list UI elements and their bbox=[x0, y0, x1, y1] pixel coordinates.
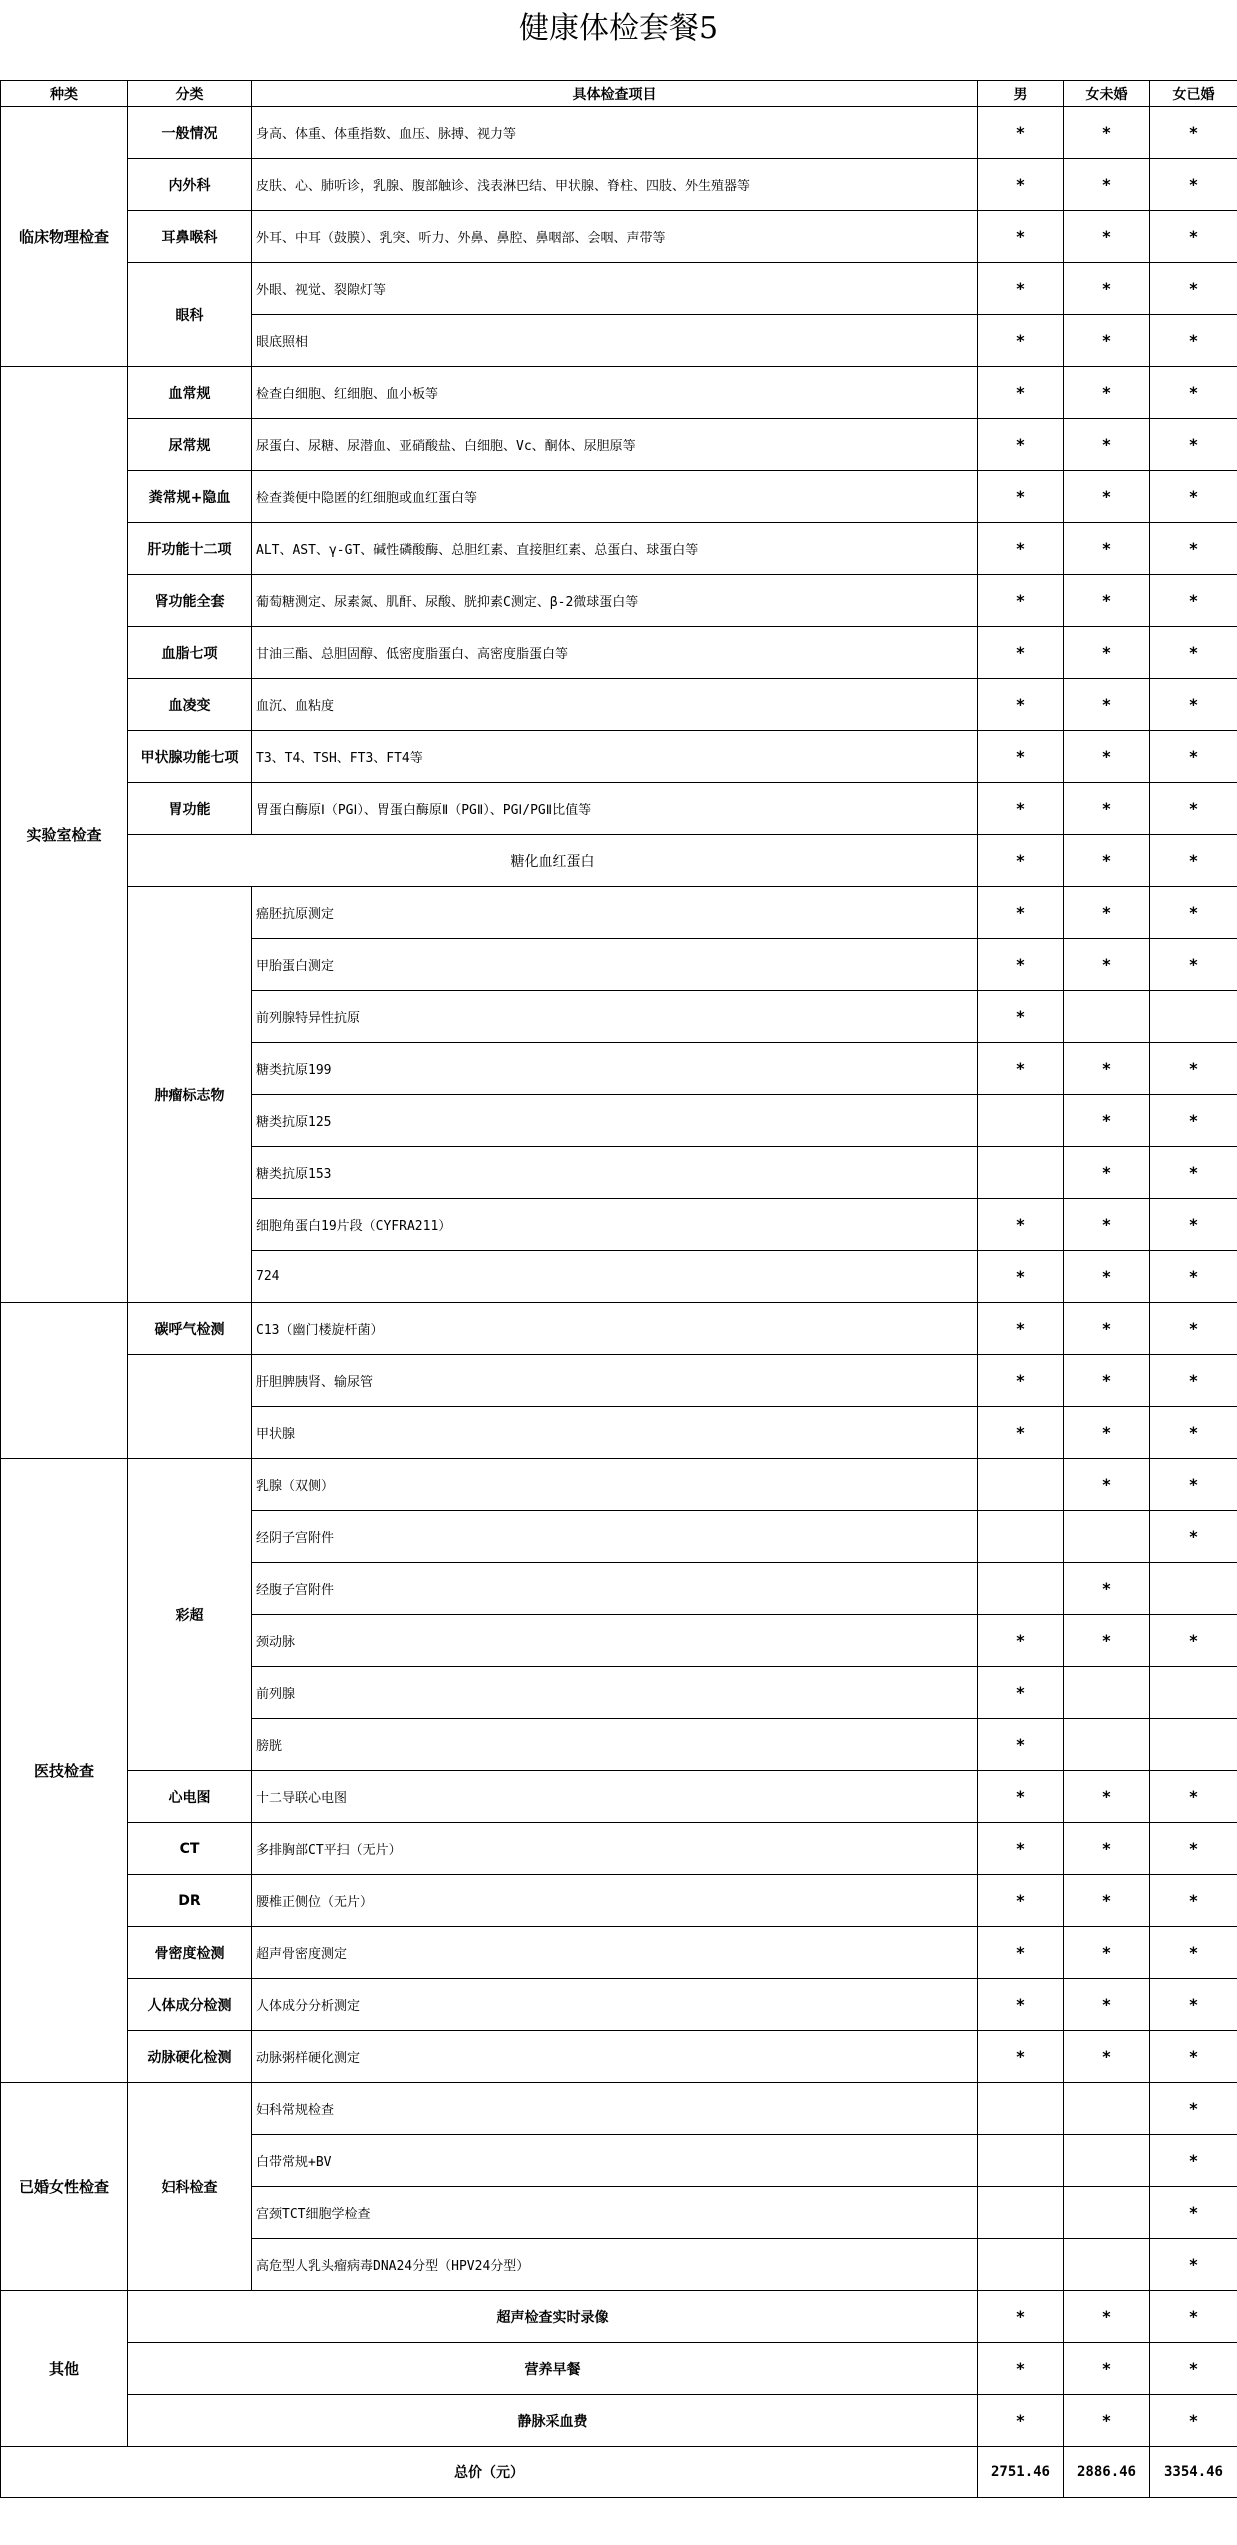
subcategory-cell: 肾功能全套 bbox=[128, 575, 252, 627]
table-row bbox=[1, 835, 1237, 887]
mark-female-married: * bbox=[1150, 1875, 1237, 1927]
table-row bbox=[1, 419, 1237, 471]
mark-male: * bbox=[978, 887, 1064, 939]
mark-female-unmarried: * bbox=[1064, 263, 1150, 315]
mark-female-married: * bbox=[1150, 2135, 1237, 2187]
item-cell: 甲胎蛋白测定 bbox=[252, 939, 978, 991]
subcategory-cell: 血脂七项 bbox=[128, 627, 252, 679]
mark-female-unmarried: * bbox=[1064, 2343, 1150, 2395]
mark-male bbox=[978, 2239, 1064, 2291]
table-row bbox=[1, 367, 1237, 419]
checkup-table bbox=[0, 80, 1237, 2498]
table-row bbox=[1, 1875, 1237, 1927]
subcategory-cell: 粪常规+隐血 bbox=[128, 471, 252, 523]
subcategory-cell: 人体成分检测 bbox=[128, 1979, 252, 2031]
item-cell: 膀胱 bbox=[252, 1719, 978, 1771]
subcategory-cell: 骨密度检测 bbox=[128, 1927, 252, 1979]
header-male: 男 bbox=[978, 81, 1064, 107]
price-female-married: 3354.46 bbox=[1150, 2447, 1237, 2498]
table-row bbox=[1, 887, 1237, 939]
mark-female-married: * bbox=[1150, 1459, 1237, 1511]
mark-female-married: * bbox=[1150, 159, 1237, 211]
mark-male: * bbox=[978, 1407, 1064, 1459]
table-row bbox=[1, 1355, 1237, 1407]
item-cell: 人体成分分析测定 bbox=[252, 1979, 978, 2031]
header-items: 具体检查项目 bbox=[252, 81, 978, 107]
mark-female-unmarried: * bbox=[1064, 1303, 1150, 1355]
mark-male: * bbox=[978, 523, 1064, 575]
table-row bbox=[1, 1927, 1237, 1979]
mark-female-unmarried bbox=[1064, 1719, 1150, 1771]
item-cell: 甘油三酯、总胆固醇、低密度脂蛋白、高密度脂蛋白等 bbox=[252, 627, 978, 679]
table-row bbox=[1, 1771, 1237, 1823]
mark-female-married: * bbox=[1150, 367, 1237, 419]
mark-female-married: * bbox=[1150, 523, 1237, 575]
table-row bbox=[1, 263, 1237, 315]
mark-female-unmarried: * bbox=[1064, 1043, 1150, 1095]
merged-item-cell: 超声检查实时录像 bbox=[128, 2291, 978, 2343]
mark-female-married: * bbox=[1150, 1771, 1237, 1823]
item-cell: 前列腺特异性抗原 bbox=[252, 991, 978, 1043]
header-row bbox=[1, 81, 1237, 107]
mark-female-unmarried: * bbox=[1064, 2291, 1150, 2343]
subcategory-cell: 彩超 bbox=[128, 1459, 252, 1771]
mark-male: * bbox=[978, 1303, 1064, 1355]
mark-female-unmarried: * bbox=[1064, 367, 1150, 419]
item-cell: 宫颈TCT细胞学检查 bbox=[252, 2187, 978, 2239]
mark-female-married: * bbox=[1150, 2395, 1237, 2447]
item-cell: 皮肤、心、肺听诊，乳腺、腹部触诊、浅表淋巴结、甲状腺、脊柱、四肢、外生殖器等 bbox=[252, 159, 978, 211]
table-row bbox=[1, 211, 1237, 263]
category-cell bbox=[1, 1303, 128, 1459]
mark-male bbox=[978, 2187, 1064, 2239]
item-cell: T3、T4、TSH、FT3、FT4等 bbox=[252, 731, 978, 783]
subcategory-cell: 甲状腺功能七项 bbox=[128, 731, 252, 783]
mark-male bbox=[978, 2135, 1064, 2187]
mark-female-married bbox=[1150, 1563, 1237, 1615]
mark-female-married: * bbox=[1150, 1927, 1237, 1979]
subcategory-cell: 血常规 bbox=[128, 367, 252, 419]
mark-female-unmarried: * bbox=[1064, 2031, 1150, 2083]
item-cell: 身高、体重、体重指数、血压、脉搏、视力等 bbox=[252, 107, 978, 159]
table-row bbox=[1, 471, 1237, 523]
mark-female-unmarried bbox=[1064, 2083, 1150, 2135]
mark-male: * bbox=[978, 1771, 1064, 1823]
mark-female-unmarried: * bbox=[1064, 471, 1150, 523]
mark-male bbox=[978, 1147, 1064, 1199]
mark-female-married: * bbox=[1150, 1095, 1237, 1147]
category-cell: 已婚女性检查 bbox=[1, 2083, 128, 2291]
mark-female-unmarried: * bbox=[1064, 1147, 1150, 1199]
mark-female-unmarried bbox=[1064, 2135, 1150, 2187]
mark-female-unmarried: * bbox=[1064, 1407, 1150, 1459]
category-cell: 实验室检查 bbox=[1, 367, 128, 1303]
mark-female-married: * bbox=[1150, 2083, 1237, 2135]
mark-male: * bbox=[978, 1199, 1064, 1251]
table-row bbox=[1, 575, 1237, 627]
subcategory-cell: 肿瘤标志物 bbox=[128, 887, 252, 1303]
mark-female-married: * bbox=[1150, 679, 1237, 731]
mark-male bbox=[978, 1095, 1064, 1147]
mark-female-unmarried: * bbox=[1064, 731, 1150, 783]
item-cell: 糖类抗原125 bbox=[252, 1095, 978, 1147]
item-cell: 高危型人乳头瘤病毒DNA24分型（HPV24分型） bbox=[252, 2239, 978, 2291]
item-cell: 检查白细胞、红细胞、血小板等 bbox=[252, 367, 978, 419]
item-cell: 腰椎正侧位（无片） bbox=[252, 1875, 978, 1927]
item-cell: 葡萄糖测定、尿素氮、肌酐、尿酸、胱抑素C测定、β-2微球蛋白等 bbox=[252, 575, 978, 627]
mark-male: * bbox=[978, 731, 1064, 783]
mark-female-unmarried: * bbox=[1064, 1875, 1150, 1927]
mark-male: * bbox=[978, 679, 1064, 731]
mark-male: * bbox=[978, 367, 1064, 419]
mark-female-married: * bbox=[1150, 1147, 1237, 1199]
mark-female-married: * bbox=[1150, 315, 1237, 367]
item-cell: 动脉粥样硬化测定 bbox=[252, 2031, 978, 2083]
mark-male: * bbox=[978, 1615, 1064, 1667]
mark-male: * bbox=[978, 315, 1064, 367]
mark-male: * bbox=[978, 107, 1064, 159]
table-row bbox=[1, 523, 1237, 575]
mark-male: * bbox=[978, 263, 1064, 315]
item-cell: 颈动脉 bbox=[252, 1615, 978, 1667]
mark-female-married: * bbox=[1150, 2239, 1237, 2291]
price-male: 2751.46 bbox=[978, 2447, 1064, 2498]
mark-female-unmarried bbox=[1064, 991, 1150, 1043]
table-row bbox=[1, 627, 1237, 679]
subcategory-cell: 血凌变 bbox=[128, 679, 252, 731]
item-cell: 糖类抗原153 bbox=[252, 1147, 978, 1199]
mark-female-married: * bbox=[1150, 1251, 1237, 1303]
mark-female-unmarried: * bbox=[1064, 315, 1150, 367]
mark-female-married: * bbox=[1150, 1979, 1237, 2031]
mark-female-married: * bbox=[1150, 1303, 1237, 1355]
total-label: 总价（元） bbox=[1, 2447, 978, 2498]
mark-female-unmarried: * bbox=[1064, 1979, 1150, 2031]
mark-female-unmarried: * bbox=[1064, 1823, 1150, 1875]
mark-male: * bbox=[978, 1979, 1064, 2031]
category-cell: 医技检查 bbox=[1, 1459, 128, 2083]
mark-male bbox=[978, 1563, 1064, 1615]
table-row bbox=[1, 731, 1237, 783]
mark-female-married: * bbox=[1150, 419, 1237, 471]
mark-female-unmarried bbox=[1064, 2187, 1150, 2239]
mark-male: * bbox=[978, 939, 1064, 991]
item-cell: 十二导联心电图 bbox=[252, 1771, 978, 1823]
mark-female-unmarried: * bbox=[1064, 887, 1150, 939]
price-female-unmarried: 2886.46 bbox=[1064, 2447, 1150, 2498]
mark-female-unmarried bbox=[1064, 1511, 1150, 1563]
mark-female-married bbox=[1150, 1667, 1237, 1719]
mark-male: * bbox=[978, 211, 1064, 263]
mark-female-married: * bbox=[1150, 1199, 1237, 1251]
item-cell: 甲状腺 bbox=[252, 1407, 978, 1459]
item-cell: 血沉、血粘度 bbox=[252, 679, 978, 731]
mark-female-married: * bbox=[1150, 627, 1237, 679]
item-cell: 乳腺（双侧） bbox=[252, 1459, 978, 1511]
mark-male: * bbox=[978, 991, 1064, 1043]
page-title: 健康体检套餐5 bbox=[518, 11, 719, 46]
table-row bbox=[1, 2083, 1237, 2135]
mark-male: * bbox=[978, 159, 1064, 211]
table-row bbox=[1, 783, 1237, 835]
mark-female-married: * bbox=[1150, 1615, 1237, 1667]
subcategory-cell: CT bbox=[128, 1823, 252, 1875]
mark-female-married: * bbox=[1150, 107, 1237, 159]
mark-male: * bbox=[978, 1719, 1064, 1771]
mark-male: * bbox=[978, 1043, 1064, 1095]
mark-female-unmarried: * bbox=[1064, 783, 1150, 835]
subcategory-cell: 心电图 bbox=[128, 1771, 252, 1823]
mark-male: * bbox=[978, 783, 1064, 835]
subcategory-cell: 内外科 bbox=[128, 159, 252, 211]
subcategory-cell: 一般情况 bbox=[128, 107, 252, 159]
item-cell: 经腹子宫附件 bbox=[252, 1563, 978, 1615]
item-cell: 眼底照相 bbox=[252, 315, 978, 367]
subcategory-cell bbox=[128, 1355, 252, 1459]
item-cell: 检查粪便中隐匿的红细胞或血红蛋白等 bbox=[252, 471, 978, 523]
mark-female-unmarried: * bbox=[1064, 1251, 1150, 1303]
subcategory-cell: 耳鼻喉科 bbox=[128, 211, 252, 263]
mark-female-married: * bbox=[1150, 2343, 1237, 2395]
header-female-unmarried: 女未婚 bbox=[1064, 81, 1150, 107]
mark-female-unmarried: * bbox=[1064, 2395, 1150, 2447]
mark-female-unmarried bbox=[1064, 1667, 1150, 1719]
mark-female-married: * bbox=[1150, 263, 1237, 315]
mark-female-unmarried: * bbox=[1064, 575, 1150, 627]
mark-male: * bbox=[978, 419, 1064, 471]
category-cell: 其他 bbox=[1, 2291, 128, 2447]
mark-female-married: * bbox=[1150, 1043, 1237, 1095]
mark-female-unmarried: * bbox=[1064, 1771, 1150, 1823]
table-row bbox=[1, 679, 1237, 731]
item-cell: 癌胚抗原测定 bbox=[252, 887, 978, 939]
mark-female-married: * bbox=[1150, 939, 1237, 991]
mark-female-married bbox=[1150, 1719, 1237, 1771]
subcategory-cell: 尿常规 bbox=[128, 419, 252, 471]
mark-female-married bbox=[1150, 991, 1237, 1043]
merged-item-cell: 静脉采血费 bbox=[128, 2395, 978, 2447]
table-row bbox=[1, 159, 1237, 211]
mark-female-married: * bbox=[1150, 211, 1237, 263]
mark-female-married: * bbox=[1150, 2187, 1237, 2239]
mark-male bbox=[978, 1459, 1064, 1511]
mark-female-unmarried: * bbox=[1064, 1199, 1150, 1251]
table-row bbox=[1, 2291, 1237, 2343]
mark-female-married: * bbox=[1150, 471, 1237, 523]
subcategory-cell: 妇科检查 bbox=[128, 2083, 252, 2291]
table-row bbox=[1, 2343, 1237, 2395]
item-cell: 尿蛋白、尿糖、尿潜血、亚硝酸盐、白细胞、Vc、酮体、尿胆原等 bbox=[252, 419, 978, 471]
table-row bbox=[1, 1979, 1237, 2031]
mark-female-married: * bbox=[1150, 783, 1237, 835]
mark-female-married: * bbox=[1150, 1355, 1237, 1407]
mark-male: * bbox=[978, 1823, 1064, 1875]
mark-female-married: * bbox=[1150, 1407, 1237, 1459]
mark-female-unmarried: * bbox=[1064, 835, 1150, 887]
header-female-married: 女已婚 bbox=[1150, 81, 1237, 107]
mark-female-unmarried: * bbox=[1064, 211, 1150, 263]
mark-female-married: * bbox=[1150, 1511, 1237, 1563]
item-cell: 外耳、中耳（鼓膜）、乳突、听力、外鼻、鼻腔、鼻咽部、会咽、声带等 bbox=[252, 211, 978, 263]
mark-female-unmarried: * bbox=[1064, 1355, 1150, 1407]
item-cell: 前列腺 bbox=[252, 1667, 978, 1719]
mark-female-unmarried: * bbox=[1064, 1459, 1150, 1511]
mark-female-unmarried: * bbox=[1064, 1615, 1150, 1667]
mark-female-unmarried: * bbox=[1064, 1095, 1150, 1147]
mark-female-unmarried: * bbox=[1064, 419, 1150, 471]
mark-female-married: * bbox=[1150, 575, 1237, 627]
item-cell: 肝胆脾胰肾、输尿管 bbox=[252, 1355, 978, 1407]
mark-male: * bbox=[978, 575, 1064, 627]
item-cell: 胃蛋白酶原Ⅰ（PGⅠ）、胃蛋白酶原Ⅱ（PGⅡ）、PGⅠ/PGⅡ比值等 bbox=[252, 783, 978, 835]
item-cell: ALT、AST、γ-GT、碱性磷酸酶、总胆红素、直接胆红素、总蛋白、球蛋白等 bbox=[252, 523, 978, 575]
total-row bbox=[1, 2447, 1237, 2498]
mark-male bbox=[978, 1511, 1064, 1563]
mark-male: * bbox=[978, 2291, 1064, 2343]
item-cell: 妇科常规检查 bbox=[252, 2083, 978, 2135]
mark-female-married: * bbox=[1150, 2291, 1237, 2343]
mark-female-unmarried: * bbox=[1064, 1927, 1150, 1979]
subcategory-cell: DR bbox=[128, 1875, 252, 1927]
merged-item-cell: 营养早餐 bbox=[128, 2343, 978, 2395]
subcategory-cell: 动脉硬化检测 bbox=[128, 2031, 252, 2083]
item-cell: 白带常规+BV bbox=[252, 2135, 978, 2187]
mark-male: * bbox=[978, 471, 1064, 523]
mark-female-unmarried: * bbox=[1064, 1563, 1150, 1615]
table-row bbox=[1, 2395, 1237, 2447]
mark-female-married: * bbox=[1150, 731, 1237, 783]
subcategory-cell: 碳呼气检测 bbox=[128, 1303, 252, 1355]
mark-male: * bbox=[978, 627, 1064, 679]
header-subcategory: 分类 bbox=[128, 81, 252, 107]
mark-female-unmarried: * bbox=[1064, 107, 1150, 159]
mark-male: * bbox=[978, 1875, 1064, 1927]
subcategory-cell: 眼科 bbox=[128, 263, 252, 367]
mark-female-unmarried bbox=[1064, 2239, 1150, 2291]
mark-female-unmarried: * bbox=[1064, 679, 1150, 731]
item-cell: 经阴子宫附件 bbox=[252, 1511, 978, 1563]
table-row bbox=[1, 1303, 1237, 1355]
table-row bbox=[1, 107, 1237, 159]
mark-female-married: * bbox=[1150, 1823, 1237, 1875]
subcategory-cell: 肝功能十二项 bbox=[128, 523, 252, 575]
mark-male: * bbox=[978, 1355, 1064, 1407]
item-cell: 细胞角蛋白19片段（CYFRA211） bbox=[252, 1199, 978, 1251]
mark-male: * bbox=[978, 2343, 1064, 2395]
item-cell: 外眼、视觉、裂隙灯等 bbox=[252, 263, 978, 315]
mark-male: * bbox=[978, 835, 1064, 887]
mark-female-married: * bbox=[1150, 887, 1237, 939]
mark-male: * bbox=[978, 2031, 1064, 2083]
mark-female-married: * bbox=[1150, 835, 1237, 887]
mark-male: * bbox=[978, 2395, 1064, 2447]
mark-female-unmarried: * bbox=[1064, 523, 1150, 575]
item-cell: 糖类抗原199 bbox=[252, 1043, 978, 1095]
mark-female-married: * bbox=[1150, 2031, 1237, 2083]
mark-male: * bbox=[978, 1927, 1064, 1979]
category-cell: 临床物理检查 bbox=[1, 107, 128, 367]
item-cell: C13（幽门楼旋杆菌） bbox=[252, 1303, 978, 1355]
header-category: 种类 bbox=[1, 81, 128, 107]
mark-male: * bbox=[978, 1667, 1064, 1719]
table-row bbox=[1, 1823, 1237, 1875]
item-cell: 超声骨密度测定 bbox=[252, 1927, 978, 1979]
mark-female-unmarried: * bbox=[1064, 939, 1150, 991]
item-cell: 724 bbox=[252, 1251, 978, 1303]
mark-male bbox=[978, 2083, 1064, 2135]
table-row bbox=[1, 1459, 1237, 1511]
mark-female-unmarried: * bbox=[1064, 159, 1150, 211]
merged-item-cell: 糖化血红蛋白 bbox=[128, 835, 978, 887]
mark-male: * bbox=[978, 1251, 1064, 1303]
table-row bbox=[1, 2031, 1237, 2083]
subcategory-cell: 胃功能 bbox=[128, 783, 252, 835]
mark-female-unmarried: * bbox=[1064, 627, 1150, 679]
item-cell: 多排胸部CT平扫（无片） bbox=[252, 1823, 978, 1875]
